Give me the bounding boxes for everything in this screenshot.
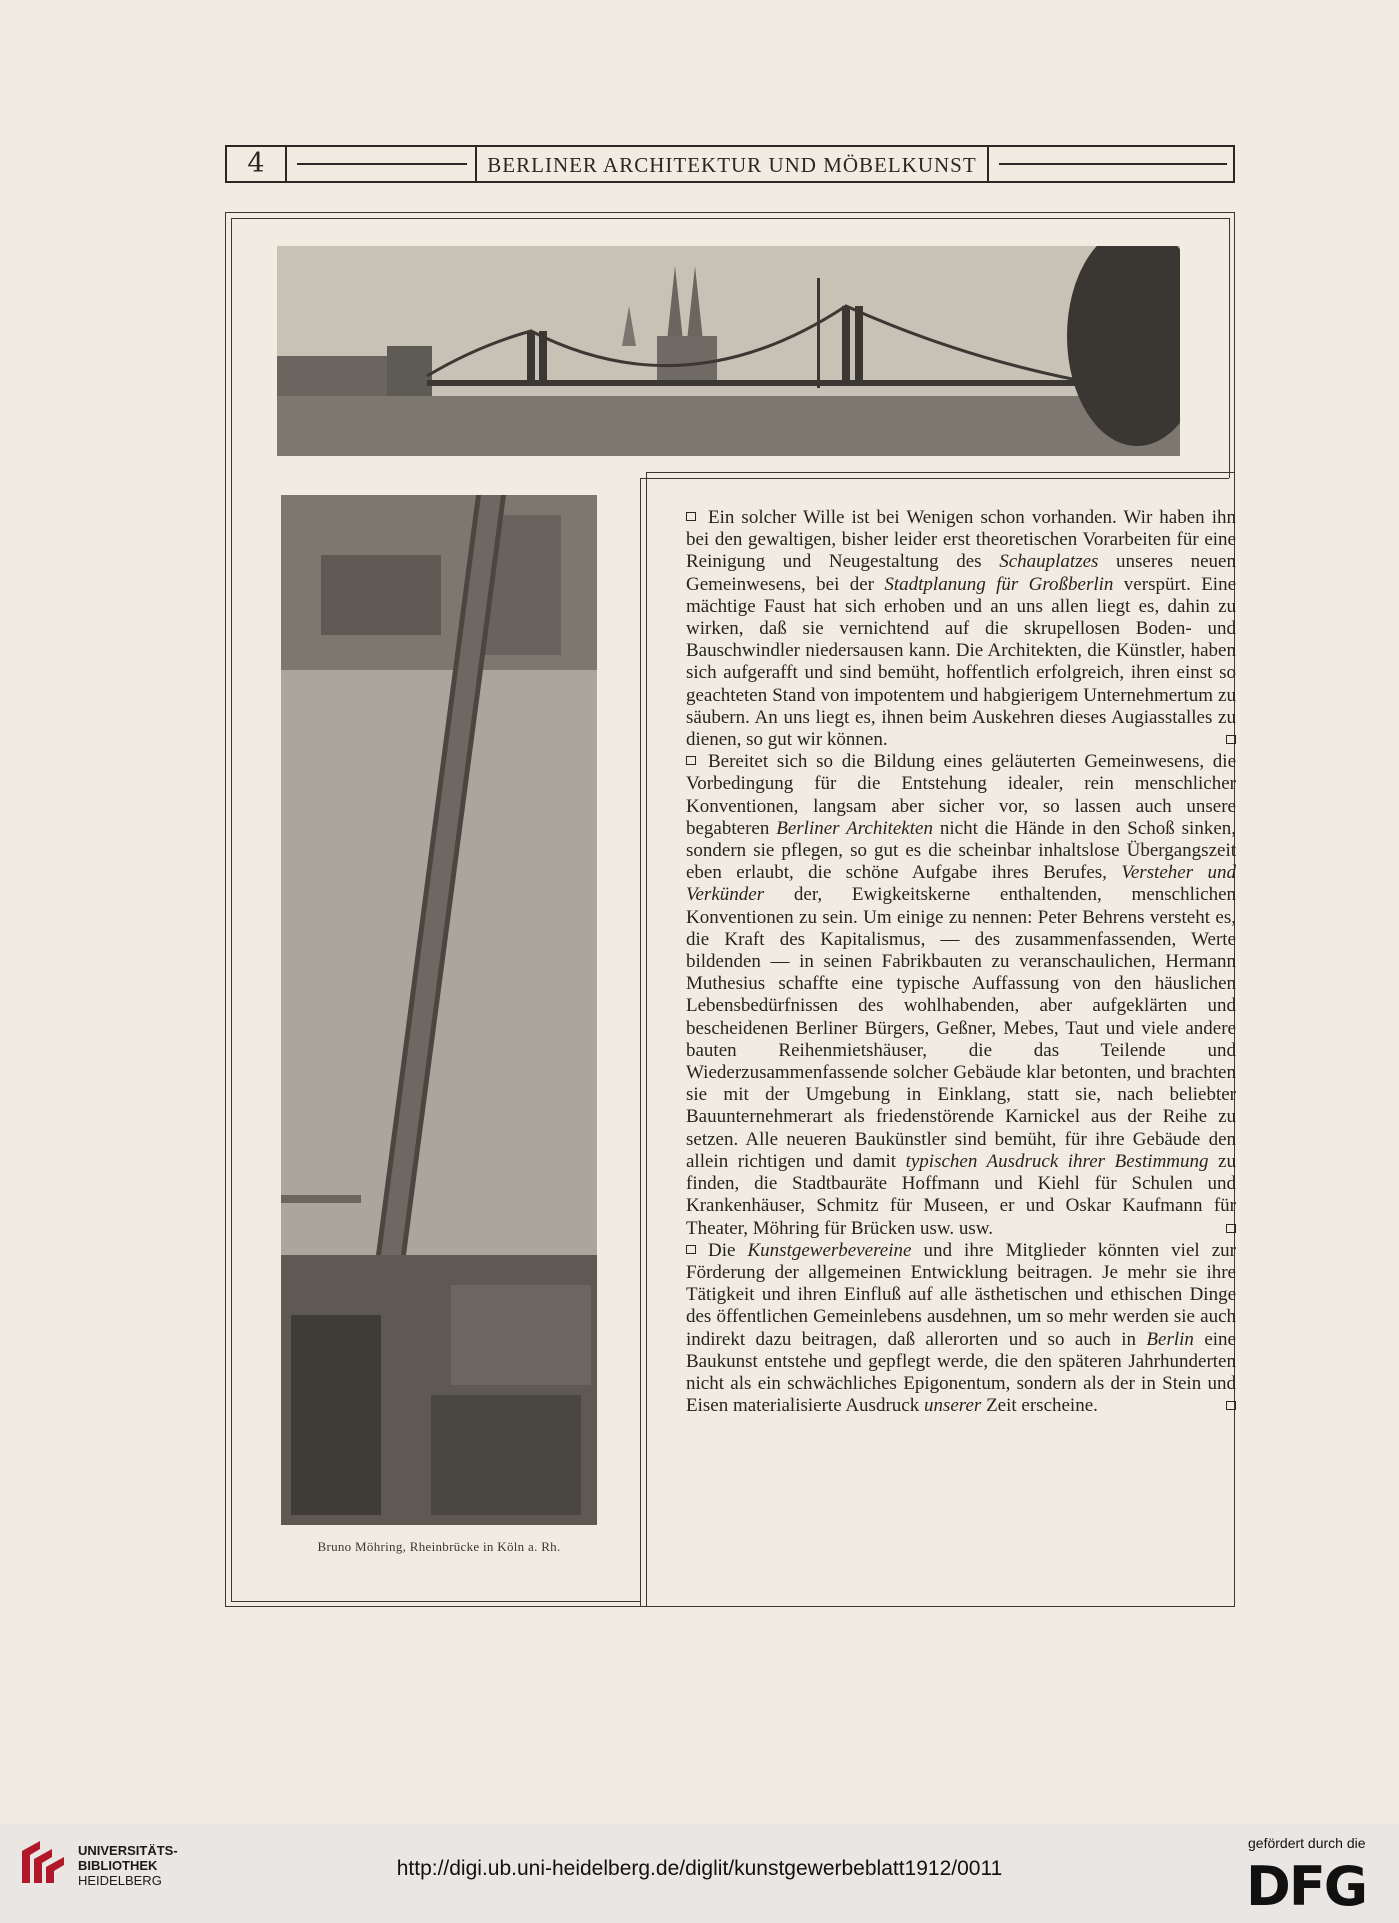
bridge-aerial-drawing bbox=[281, 495, 597, 1525]
digitization-url-link[interactable]: http://digi.ub.uni-heidelberg.de/diglit/kunstgewerbeblatt1912/0011 bbox=[396, 1857, 1003, 1880]
frame-inner-right bbox=[1229, 218, 1230, 478]
paragraph-marker-icon bbox=[686, 1245, 696, 1254]
p2-text-g: zu finden, die Stadtbauräte Hoffmann und Kiehl für Schulen und Krankenhäuser, Schmitz für Museen, er und Oskar Kaufmann für Theater, Möhring für Brücken usw. usw. bbox=[686, 1150, 1236, 1239]
frame-column-outer bbox=[640, 478, 641, 1607]
frame-column-inner bbox=[646, 472, 647, 1607]
p1-text-a: Ein solcher Wille ist bei Wenigen schon vorhanden. Wir haben ihn bei den gewaltigen, bisher leider erst theoretischen Vorarbeiten für eine Reinigung und Neugestaltung des bbox=[686, 507, 1236, 573]
page-number: 4 bbox=[227, 147, 287, 181]
header-rule-right bbox=[999, 163, 1227, 165]
paragraph-end-marker-icon bbox=[1226, 1401, 1236, 1410]
bridge-aerial-image bbox=[281, 495, 597, 1525]
article-body bbox=[686, 507, 1236, 1417]
paragraph-marker-icon bbox=[686, 512, 696, 521]
p2-text-c: nicht die Hände in den Schoß sinken, sondern sie pflegen, so gut es die scheinbar inhaltslose Übergangszeit eben erlaubt, die schöne Aufgabe ihres Berufes, bbox=[686, 817, 1237, 884]
paragraph-1 bbox=[686, 507, 1236, 751]
p1-text-c: unseres neuen Gemeinwesens, bei der bbox=[686, 551, 1236, 595]
header-rule-left bbox=[297, 163, 467, 165]
dfg-logo: DFG bbox=[1246, 1855, 1367, 1918]
running-title: BERLINER ARCHITEKTUR UND MÖBELKUNST bbox=[475, 147, 989, 181]
p2-text-a: Bereitet sich so die Bildung eines geläuterten Gemeinwesens, die Vorbedingung für die Entstehung idealer, rein menschlicher Konventionen, langsam aber sicher vor, so lassen auch unsere begabteren bbox=[686, 751, 1236, 839]
p1-text-e: verspürt. Eine mächtige Faust hat sich erhoben und an uns allen liegt es, dahin zu wirken, daß sie vernichtend auf die skrupellosen Boden- und Bauschwindler niedersausen kann. Die Architekten, die Künstler, haben sich aufgerafft und sind bemüht, hoffentlich erfolgreich, ihren einst so geachteten Stand von impotentem und habgierigem Unternehmertum zu säubern. An uns liegt es, ihnen beim Auskehren dieses Augiasstalles zu dienen, so gut wir können. bbox=[686, 573, 1237, 751]
frame-inner-top bbox=[231, 218, 1229, 219]
p2-text-e: der, Ewigkeitskerne enthaltenden, menschlichen Konventionen zu sein. Um einige zu nennen: Peter Behrens versteht es, die Kraft des Kapitalismus, — des zusammenfassenden, Werte bildenden — in seinen Fabrikbauten zu veranschaulichen, Hermann Muthesius schaffte eine typische Auffassung von den häuslichen Lebensbedürfnissen des wohlhabenden, aber aufgeklärten und bescheidenen Berliner Bürgers, Geßner, Mebes, Taut und viele andere bauten Reihenmietshäuser, die das Teilende und Wiederzusammenfassende solcher Gebäude klar betonten, und brachten sie mit der Umgebung in Einklang, statt sie, nach beliebter Bauunternehmerart als friedenstörende Karnickel aus der Reihe zu setzen. Alle neueren Baukünstler sind bemüht, für ihre Gebäude den allein richtigen und damit bbox=[686, 884, 1236, 1172]
frame-divider-outer bbox=[646, 472, 1235, 473]
frame-divider-inner bbox=[640, 478, 1229, 479]
p1-italic-stadtplanung: Stadtplanung für Großberlin bbox=[884, 573, 1114, 595]
library-name-line1: UNIVERSITÄTS- bbox=[78, 1843, 178, 1858]
p3-text-e: eine Baukunst entstehe und gepflegt werde, die den späteren Jahrhunderten nicht als ein schwächliches Epigonentum, sondern als der in Stein und Eisen materialisierte Ausdruck bbox=[686, 1328, 1236, 1417]
p2-italic-typischen-ausdruck: typischen Ausdruck ihrer Bestimmung bbox=[905, 1150, 1209, 1172]
bridge-panorama-drawing bbox=[277, 246, 1180, 456]
funded-by-label: gefördert durch die bbox=[1248, 1835, 1366, 1851]
p3-italic-unserer: unserer bbox=[923, 1395, 982, 1417]
p3-italic-berlin: Berlin bbox=[1146, 1328, 1194, 1350]
paragraph-2 bbox=[686, 751, 1236, 1239]
frame-inner-left bbox=[231, 218, 232, 1601]
p1-italic-schauplatzes: Schauplatzes bbox=[999, 551, 1099, 573]
running-header bbox=[225, 145, 1235, 183]
p2-italic-berliner-architekten: Berliner Architekten bbox=[776, 817, 933, 839]
p2-italic-versteher: Versteher und Verkünder bbox=[686, 862, 1236, 906]
paragraph-end-marker-icon bbox=[1226, 735, 1236, 744]
library-name-line2: BIBLIOTHEK bbox=[78, 1858, 158, 1873]
frame-inner-bottom bbox=[231, 1601, 640, 1602]
paragraph-3 bbox=[686, 1240, 1236, 1418]
library-name-line3: HEIDELBERG bbox=[78, 1873, 162, 1888]
p3-text-g: Zeit erscheine. bbox=[981, 1395, 1098, 1417]
paragraph-marker-icon bbox=[686, 756, 696, 765]
p3-text-a: Die bbox=[708, 1239, 748, 1261]
p3-italic-kunstgewerbevereine: Kunstgewerbevereine bbox=[747, 1239, 912, 1261]
p3-text-c: und ihre Mitglieder könnten viel zur Förderung der allgemeinen Entwicklung beitragen. Je mehr sie ihre Tätigkeit und ihren Einfluß auf alle ästhetischen und ethischen Dinge des öffentlichen Gemeinlebens ausdehnen, um so mehr werden sie auch indirekt dazu beitragen, daß allerorten und so auch in bbox=[686, 1239, 1236, 1350]
bridge-panorama-image bbox=[277, 246, 1180, 456]
image-caption: Bruno Möhring, Rheinbrücke in Köln a. Rh. bbox=[317, 1539, 561, 1554]
paragraph-end-marker-icon bbox=[1226, 1224, 1236, 1233]
